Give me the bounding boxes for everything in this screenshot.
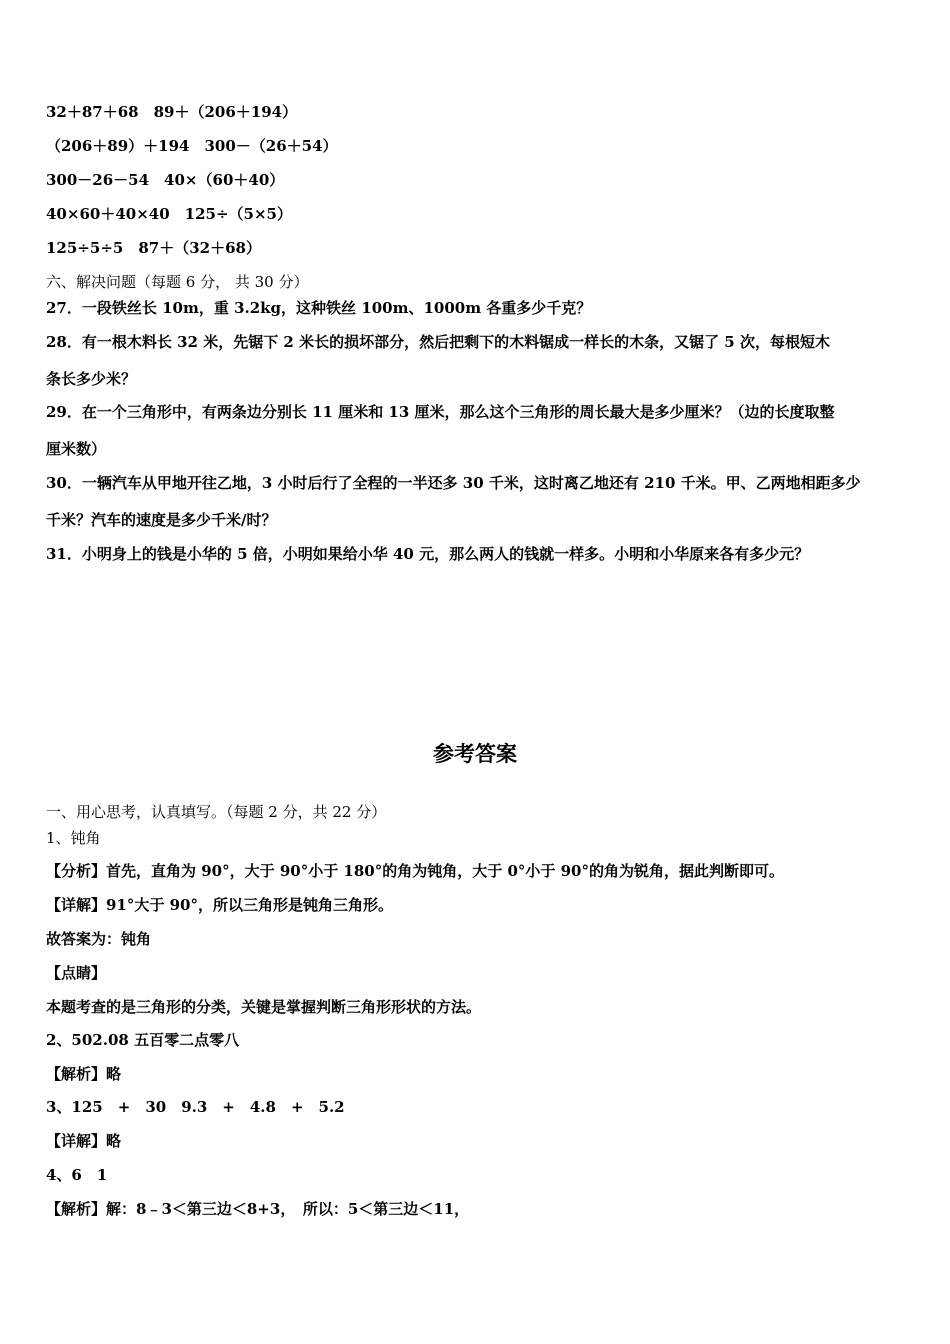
calc-line: （206＋89）＋194 300－（26＋54） <box>46 137 338 155</box>
answer-2-analysis: 【解析】略 <box>46 1065 122 1083</box>
calc-line: 40×60＋40×40 125÷（5×5） <box>46 205 292 223</box>
section-heading: 六、解决问题（每题 6 分， 共 30 分） <box>46 273 309 291</box>
answer-1: 1、钝角 <box>46 829 101 847</box>
calc-line: 32＋87＋68 89＋（206＋194） <box>46 103 298 121</box>
calc-line: 300－26－54 40×（60＋40） <box>46 171 285 189</box>
question-28: 28．有一根木料长 32 米，先锯下 2 米长的损坏部分，然后把剩下的木料锯成一样长的木条，又锯了 5 次，每根短木 <box>46 333 830 351</box>
question-31: 31．小明身上的钱是小华的 5 倍，小明如果给小华 40 元，那么两人的钱就一样多。小明和小华原来各有多少元？ <box>46 545 810 563</box>
calc-line: 125÷5÷5 87＋（32＋68） <box>46 239 261 257</box>
question-28-cont: 条长多少米？ <box>46 370 137 388</box>
question-30: 30．一辆汽车从甲地开往乙地，3 小时后行了全程的一半还多 30 千米，这时离乙地还有 210 千米。甲、乙两地相距多少 <box>46 474 861 492</box>
question-27: 27．一段铁丝长 10m，重 3.2kg，这种铁丝 100m、1000m 各重多少千克？ <box>46 299 592 317</box>
answers-title: 参考答案 <box>433 742 517 766</box>
answer-1-detail: 【详解】91°大于 90°，所以三角形是钝角三角形。 <box>46 896 393 914</box>
answer-4: 4、6 1 <box>46 1166 108 1184</box>
question-30-cont: 千米？汽车的速度是多少千米/时？ <box>46 511 277 529</box>
answer-3: 3、125 + 30 9.3 + 4.8 + 5.2 <box>46 1098 345 1116</box>
answer-1-final: 故答案为：钝角 <box>46 930 152 948</box>
answer-1-analysis: 【分析】首先，直角为 90°，大于 90°小于 180°的角为钝角，大于 0°小于 90°的角为锐角，据此判断即可。 <box>46 862 784 880</box>
answer-4-analysis: 【解析】解：8﹣3＜第三边＜8+3， 所以：5＜第三边＜11， <box>46 1200 470 1218</box>
question-29: 29．在一个三角形中，有两条边分别长 11 厘米和 13 厘米，那么这个三角形的周长最大是多少厘米？（边的长度取整 <box>46 403 835 421</box>
answer-1-comment: 本题考查的是三角形的分类，关键是掌握判断三角形形状的方法。 <box>46 998 482 1016</box>
answer-1-comment-label: 【点睛】 <box>46 964 107 982</box>
question-29-cont: 厘米数） <box>46 440 107 458</box>
answers-section-heading: 一、用心思考，认真填写。（每题 2 分，共 22 分） <box>46 803 387 821</box>
answer-2: 2、502.08 五百零二点零八 <box>46 1031 240 1049</box>
answer-3-detail: 【详解】略 <box>46 1132 122 1150</box>
